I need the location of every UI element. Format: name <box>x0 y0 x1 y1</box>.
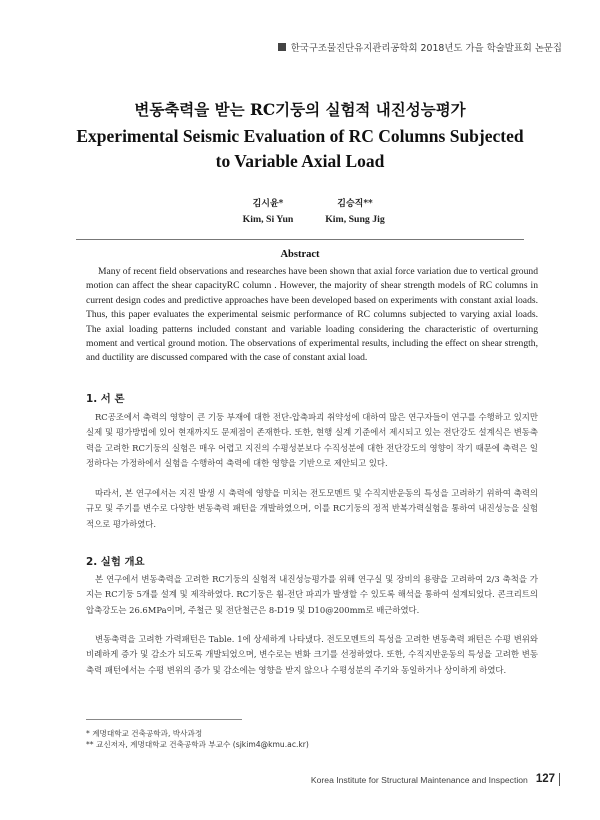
footnote-divider <box>86 719 242 720</box>
section-1-paragraph-1: RC공조에서 축력의 영향이 큰 기둥 부재에 대한 전단-압축파괴 취약성에 대하여 많은 연구자들이 연구를 수행하고 있지만 실제 및 평가방법에 있어 현재까지도 문제점이 존재한다. 또한, 현행 실계 기준에서 제시되고 있는 전단강도 설계식은 변동축력을 고려한 RC기둥의 실험은 매우 어렵고 지진의 수평성분보다 수직성분에 대한 전단강도의 영향이 작기 때문에 축력은 일정하다는 가정하에서 실험을 수행하여 축력에 대한 영향을 기반으로 제안되고 있다. <box>86 412 538 469</box>
title-divider <box>76 239 524 240</box>
paper-title-korean: 변동축력을 받는 RC기둥의 실험적 내진성능평가 <box>134 100 466 119</box>
abstract-text: Many of recent field observations and researches have been shown that axial force variation due to vertical ground motion can affect the shear capacityRC column . However, the majority of shear strength models of RC columns in current design codes and predictive approaches have been developed based on experiments with constant axial loads. Thus, this paper evaluates the experimental seismic performance of RC columns subjected to varying axial loads. The axial loading patterns included constant and variable loading considering the characteristic of overturning moment and vertical ground motion. The observations of experimental results, including the effect on shear strength, and ductility are discussed compared with the case of constant axial load. <box>86 266 538 364</box>
page-footer <box>311 773 560 786</box>
section-1-paragraph-2: 따라서, 본 연구에서는 지진 발생 시 축력에 영향을 미치는 전도모멘트 및 수직지반운동의 특성을 고려하기 위하여 축력의 규모 및 주기를 변수로 다양한 변동축력 패턴을 개발하였으며, 이를 RC기둥의 정적 반복가력실험을 통하여 내진성능을 실험적으로 평가하였다. <box>86 488 538 529</box>
footnote-1: * 계명대학교 건축공학과, 박사과정 <box>86 729 203 738</box>
section-2-heading: 2. 실험 개요 <box>86 556 145 568</box>
paper-title-english: Experimental Seismic Evaluation of RC Columns Subjected to Variable Axial Load <box>76 126 524 171</box>
section-2-paragraph-2: 변동축력을 고려한 가력패턴은 Table. 1에 상세하게 나타냈다. 전도모멘트의 특성을 고려한 변동축력 패턴은 수평 변위와 비례하게 증가 및 감소가 되도록 개발되었으며, 변수로는 변화 크기를 선정하였다. 또한, 수직지반운동의 특성을 고려한 변동축력 패턴에서는 수평 변위의 증가 및 감소에는 영향을 받지 않으나 수평성분의 주기와 동일하거나 상이하게 하였다. <box>86 634 538 675</box>
author-2-korean: 김승직** <box>337 199 373 209</box>
journal-logo-icon <box>278 43 286 51</box>
author-1-korean: 김시윤* <box>252 199 284 209</box>
footer-organization: Korea Institute for Structural Maintenance and Inspection <box>310 774 528 785</box>
author-1-english: Kim, Si Yun <box>242 214 294 225</box>
journal-header <box>278 40 562 54</box>
page-number: 127 <box>536 773 560 786</box>
author-2-english: Kim, Sung Jig <box>325 214 385 225</box>
abstract-heading: Abstract <box>280 249 320 260</box>
footnote-2: ** 교신저자, 계명대학교 건축공학과 부교수 (sjkim4@kmu.ac.kr) <box>86 740 309 749</box>
journal-name: 한국구조물진단유지관리공학회 2018년도 가을 학술발표회 논문집 <box>290 43 562 54</box>
author-2 <box>300 196 410 228</box>
section-1-heading: 1. 서 론 <box>86 393 125 405</box>
section-2-paragraph-1: 본 연구에서 변동축력을 고려한 RC기둥의 실험적 내진성능평가를 위해 연구실 및 장비의 용량을 고려하여 2/3 축척을 가지는 RC기둥 5개를 설계 및 제작하였다. RC기둥은 휨-전단 파괴가 발생할 수 있도록 해석을 통하여 설계되었다. 콘크리트의 압축강도는 26.6MPa이며, 주철근 및 전단철근은 8-D19 및 D10@200mm로 배근하였다. <box>86 574 538 615</box>
